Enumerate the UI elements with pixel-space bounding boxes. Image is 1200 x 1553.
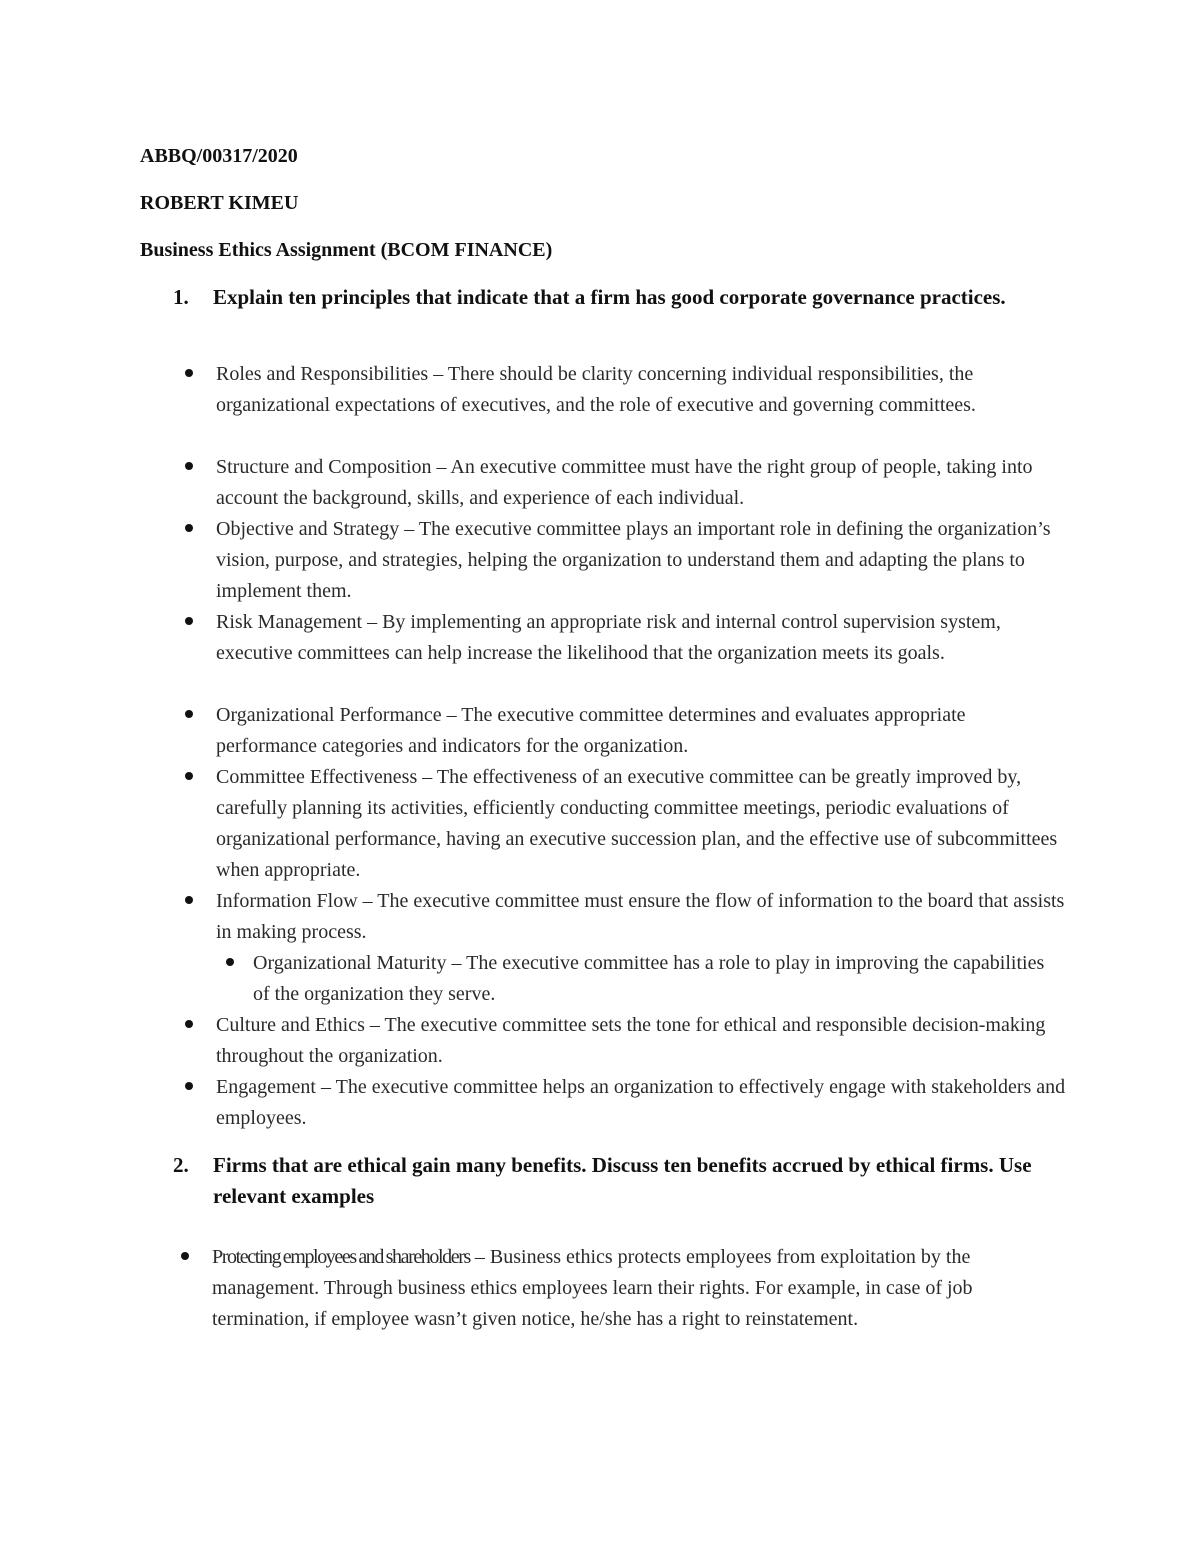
question-1 <box>140 282 1040 313</box>
benefit-item <box>212 1242 1072 1335</box>
bullet-icon <box>185 1082 193 1090</box>
principle-item <box>216 359 1066 421</box>
principle-item <box>216 1010 1066 1072</box>
principle-text: Organizational Maturity – The executive committee has a role to play in improving the capabilities of the organization they serve. <box>253 952 1045 1005</box>
principle-item <box>216 452 1066 514</box>
bullet-icon <box>185 1020 193 1028</box>
benefit-text: – Business ethics protects employees from exploitation by the management. Through business ethics employees learn their rights. For example, in case of job termination, if employee wasn’t given notice, he/she has a right to reinstatement. <box>212 1246 973 1330</box>
bullet-icon <box>185 896 193 904</box>
benefit-title: Protecting employees and shareholders <box>212 1246 470 1268</box>
bullet-icon <box>185 710 193 718</box>
registration-number: ABBQ/00317/2020 <box>140 145 298 167</box>
question-2 <box>140 1150 1040 1212</box>
bullet-icon <box>185 524 193 532</box>
principle-text: Structure and Composition – An executive committee must have the right group of people, taking into account the background, skills, and experience of each individual. <box>216 456 1033 509</box>
question-2-text: Firms that are ethical gain many benefits. Discuss ten benefits accrued by ethical firms. Use relevant examples <box>213 1153 1032 1208</box>
student-name: ROBERT KIMEU <box>140 192 299 214</box>
principle-item <box>216 700 1066 762</box>
bullet-icon <box>185 617 193 625</box>
principle-text: Objective and Strategy – The executive committee plays an important role in defining the organization’s vision, purpose, and strategies, helping the organization to understand them and adapting the plans to implement them. <box>216 518 1051 602</box>
principle-text: Organizational Performance – The executive committee determines and evaluates appropriate performance categories and indicators for the organization. <box>216 704 966 757</box>
principle-text: Engagement – The executive committee helps an organization to effectively engage with stakeholders and employees. <box>216 1076 1066 1129</box>
bullet-icon <box>185 369 193 377</box>
bullet-icon <box>185 772 193 780</box>
principle-text: Culture and Ethics – The executive committee sets the tone for ethical and responsible decision-making throughout the organization. <box>216 1014 1046 1067</box>
question-2-number: 2. <box>173 1153 189 1177</box>
bullet-icon <box>181 1252 189 1260</box>
bullet-icon <box>226 958 234 966</box>
principle-item <box>216 762 1066 886</box>
principle-subitem <box>253 948 1063 1010</box>
principle-item <box>216 514 1066 607</box>
principle-text: Committee Effectiveness – The effectiveness of an executive committee can be greatly improved by, carefully planning its activities, efficiently conducting committee meetings, periodic evaluations of organizational performance, having an executive succession plan, and the effective use of subcommittees when appropriate. <box>216 766 1058 881</box>
assignment-title: Business Ethics Assignment (BCOM FINANCE) <box>140 239 553 261</box>
principle-text: Risk Management – By implementing an appropriate risk and internal control supervision system, executive committees can help increase the likelihood that the organization meets its goals. <box>216 611 1001 664</box>
principle-text: Information Flow – The executive committee must ensure the flow of information to the board that assists in making process. <box>216 890 1065 943</box>
principle-item <box>216 1072 1066 1134</box>
principle-item <box>216 607 1066 669</box>
principle-item <box>216 886 1066 948</box>
principle-text: Roles and Responsibilities – There should be clarity concerning individual responsibilities, the organizational expectations of executives, and the role of executive and governing committees. <box>216 363 976 416</box>
bullet-icon <box>185 462 193 470</box>
question-1-number: 1. <box>173 285 189 309</box>
question-1-text: Explain ten principles that indicate that a firm has good corporate governance practices. <box>213 285 1006 309</box>
